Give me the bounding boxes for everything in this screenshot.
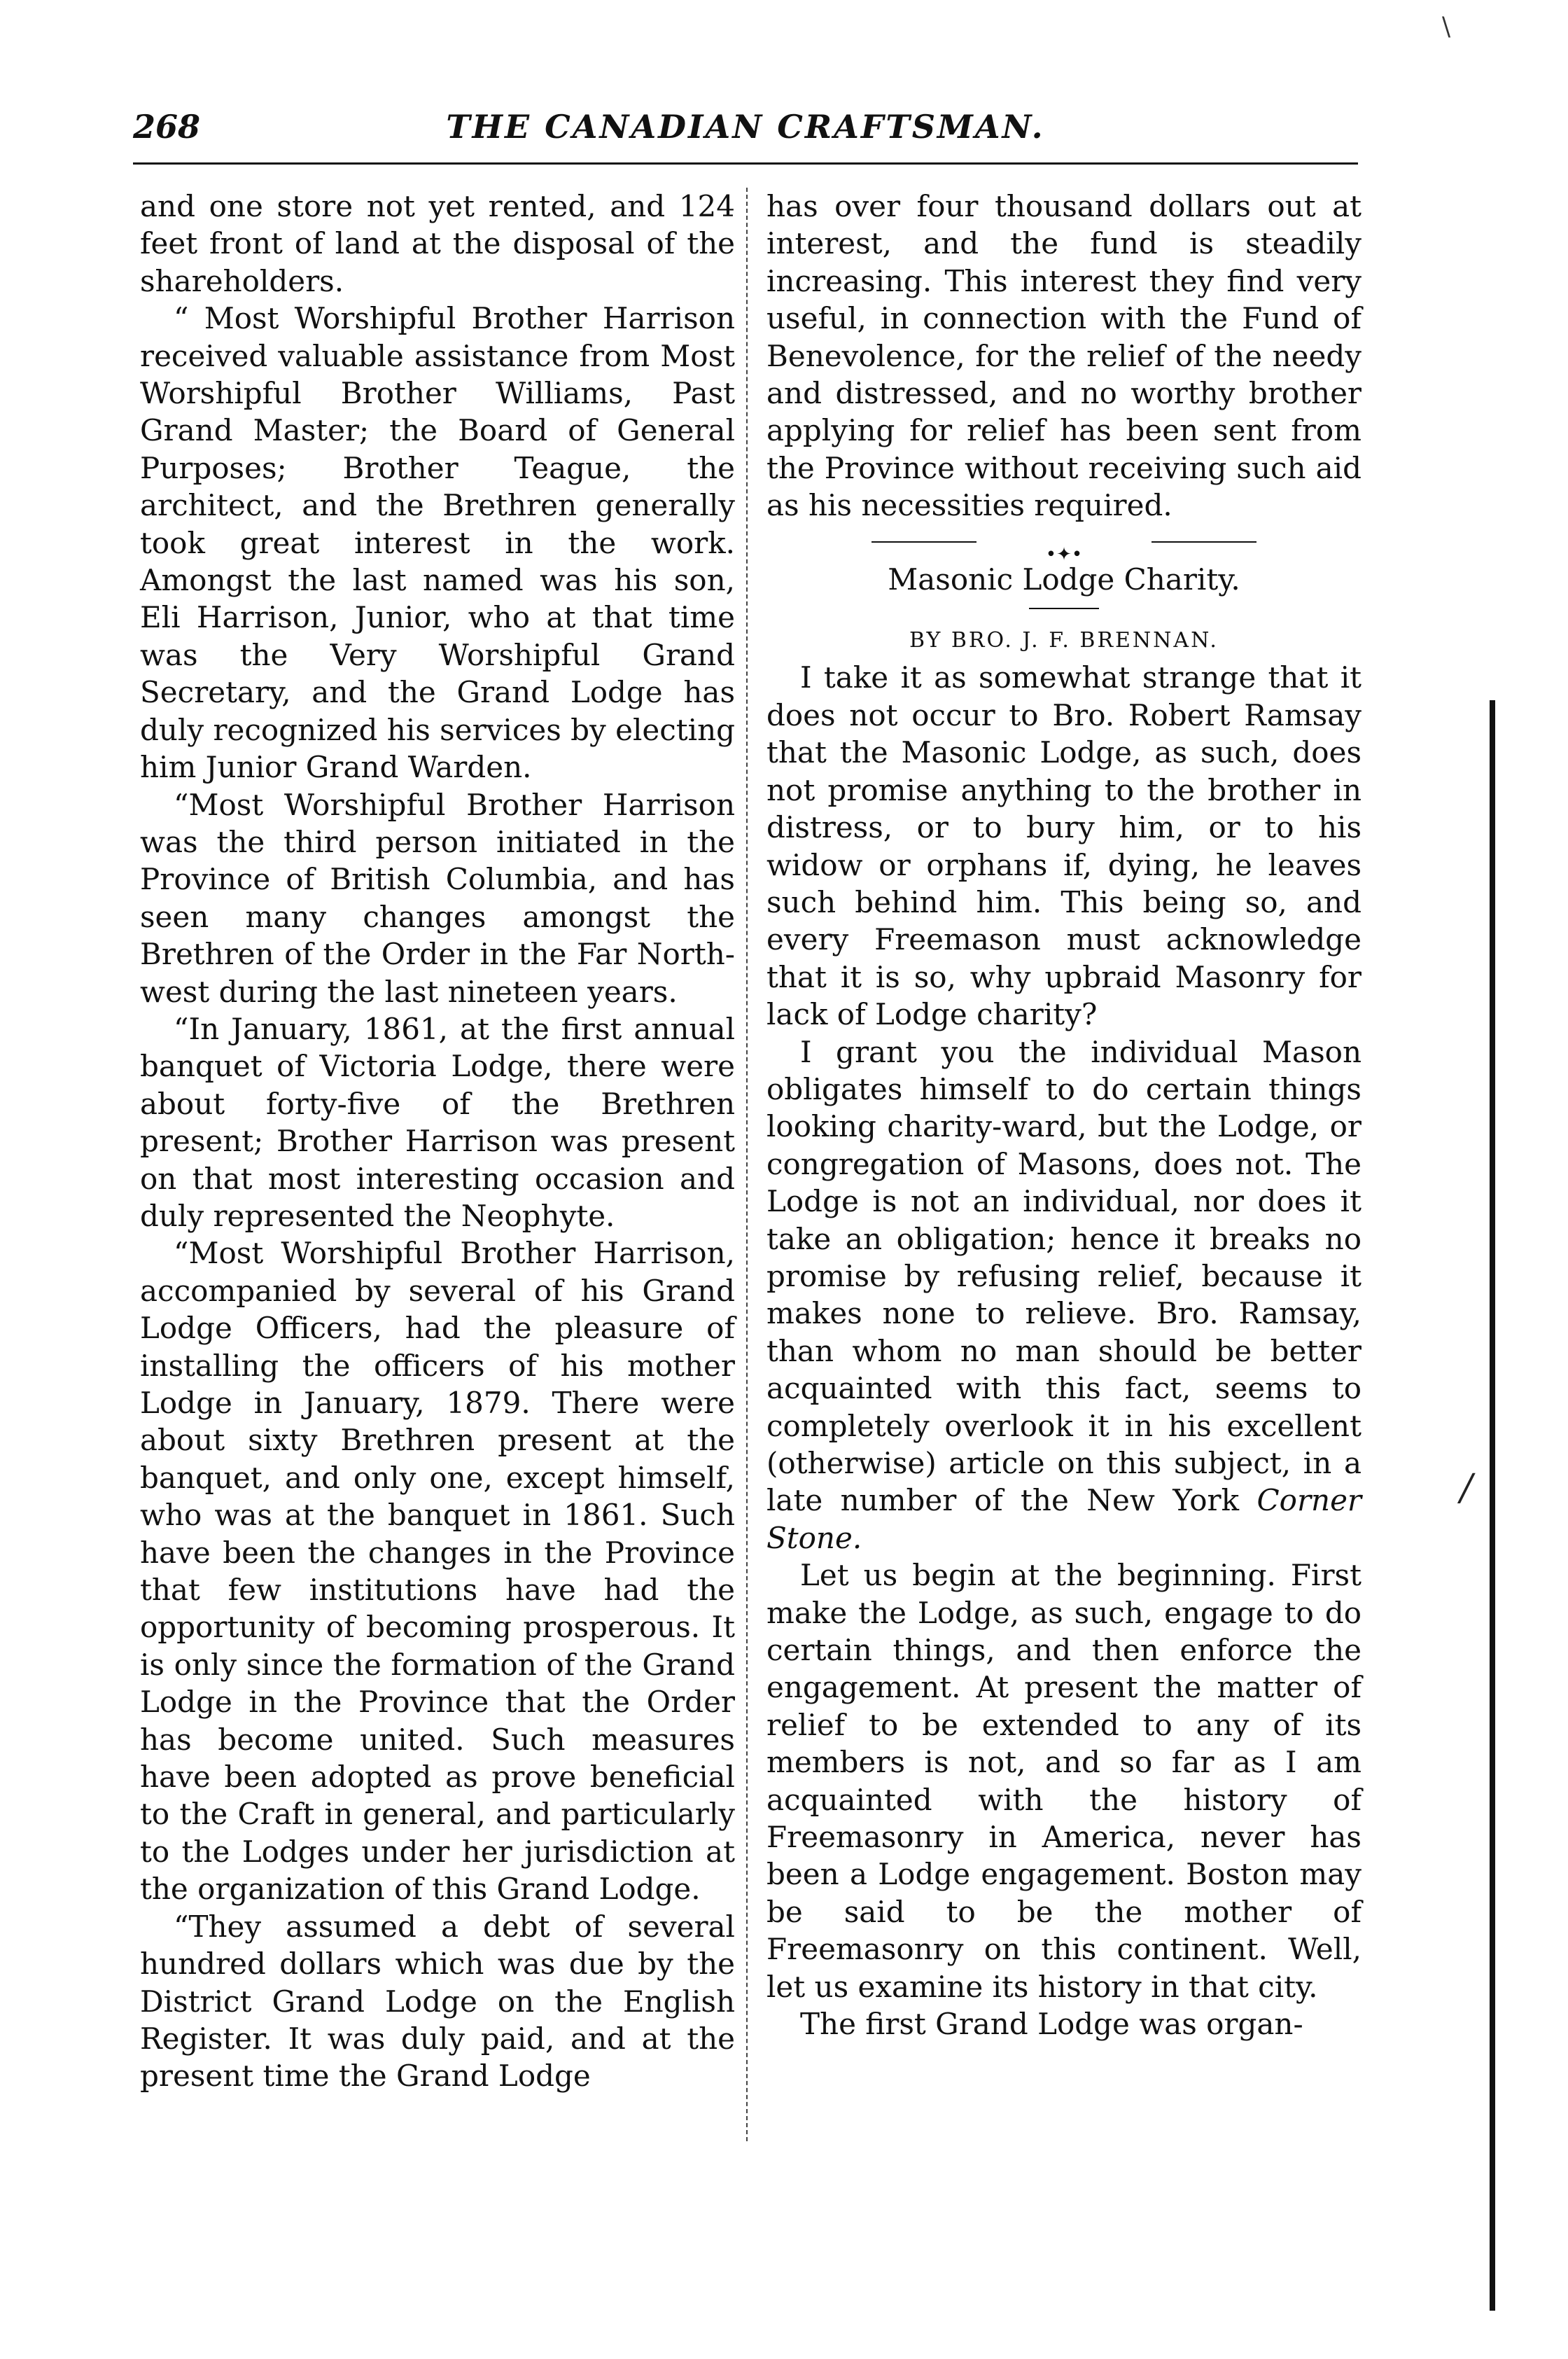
article-title: Masonic Lodge Charity.	[888, 562, 1240, 597]
title-rule	[1029, 608, 1099, 609]
margin-pencil-mark: /	[1460, 1467, 1473, 1509]
margin-mark: \	[1442, 13, 1451, 41]
paragraph: “Most Worshipful Brother Harrison, accompanied by several of his Grand Lodge Officers, had the pleasure of installing the officers of his mother Lodge in January, 1879. There were about sixty Brethren present at the banquet, and only one, except himself, who was at the banquet in 1861. Such have been the changes in the Province that few institutions have had the opportunity of becoming prosperous. It is only since the formation of the Grand Lodge in the Province that the Order has become united. Such measures have been adopted as prove beneficial to the Craft in general, and particularly to the Lodges under her jurisdiction at the organization of this Grand Lodge.	[140, 1236, 735, 1907]
header-rule	[133, 162, 1358, 165]
right-column	[766, 188, 1362, 2043]
section-ornament	[766, 531, 1362, 565]
running-head	[133, 105, 1358, 161]
paragraph: “In January, 1861, at the first annual banquet of Victoria Lodge, there were about forty-five of the Brethren present; Brother Harrison was present on that most interesting occasion and duly represented the Neophyte.	[140, 1011, 735, 1233]
paragraph: and one store not yet rented, and 124 feet front of land at the disposal of the shareholders.	[140, 189, 735, 298]
column-divider	[746, 188, 748, 2141]
paragraph: “Most Worshipful Brother Harrison was the third person initiated in the Province of British Columbia, and has seen many changes amongst the Brethren of the Order in the Far North-west during the last nineteen years.	[140, 787, 735, 1009]
article-byline: BY BRO. J. F. BRENNAN.	[909, 628, 1219, 653]
ornament-rule-right	[1152, 541, 1256, 543]
paragraph-text: I grant you the individual Mason obligates himself to do certain things looking charity-ward, but the Lodge, or congregation of Masons, does not. The Lodge is not an individual, nor does it take an obligation; hence it breaks no promise by refusing relief, because it makes none to relieve. Bro. Ramsay, than whom no man should be better acquainted with this fact, seems to completely overlook it in his excellent (otherwise) article on this subject, in a late number of the New York	[766, 1034, 1362, 1518]
paragraph: I take it as somewhat strange that it does not occur to Bro. Robert Ramsay that the Masonic Lodge, as such, does not promise anything to the brother in distress, or to bury him, or to his widow or orphans if, dying, he leaves such behind him. This being so, and every Freemason must acknowledge that it is so, why upbraid Masonry for lack of Lodge charity?	[766, 660, 1362, 1032]
ornament-glyph: •✦•	[1045, 543, 1083, 565]
publication-name: Corner Stone.	[766, 1483, 1362, 1555]
paragraph: The first Grand Lodge was organ-	[800, 2007, 1303, 2042]
paragraph	[766, 1034, 1362, 1557]
paragraph: “They assumed a debt of several hundred dollars which was due by the District Grand Lodge on the English Register. It was duly paid, and at the present time the Grand Lodge	[140, 1909, 735, 2094]
left-column	[140, 188, 735, 2095]
paragraph: has over four thousand dollars out at interest, and the fund is steadily increasing. This interest they find very useful, in connection with the Fund of Benevolence, for the relief of the needy and distressed, and no worthy brother applying for relief has been sent from the Province without receiving such aid as his necessities required.	[766, 189, 1362, 523]
paragraph: “ Most Worshipful Brother Harrison received valuable assistance from Most Worshipful Brother Williams, Past Grand Master; the Board of General Purposes; Brother Teague, the architect, and the Brethren generally took great interest in the work. Amongst the last named was his son, Eli Harrison, Junior, who at that time was the Very Worshipful Grand Secretary, and the Grand Lodge has duly recognized his services by electing him Junior Grand Warden.	[140, 301, 735, 785]
page-number: 268	[133, 108, 201, 146]
ornament-rule-left	[872, 541, 976, 543]
binding-edge-shadow	[1490, 700, 1495, 2311]
journal-title: THE CANADIAN CRAFTSMAN.	[446, 108, 1045, 146]
paragraph: Let us begin at the beginning. First make the Lodge, as such, engage to do certain things, and then enforce the engagement. At present the matter of relief to be extended to any of its members is not, and so far as I am acquainted with the history of Freemasonry in America, never has been a Lodge engagement. Boston may be said to be the mother of Freemasonry on this continent. Well, let us examine its history in that city.	[766, 1558, 1362, 2004]
